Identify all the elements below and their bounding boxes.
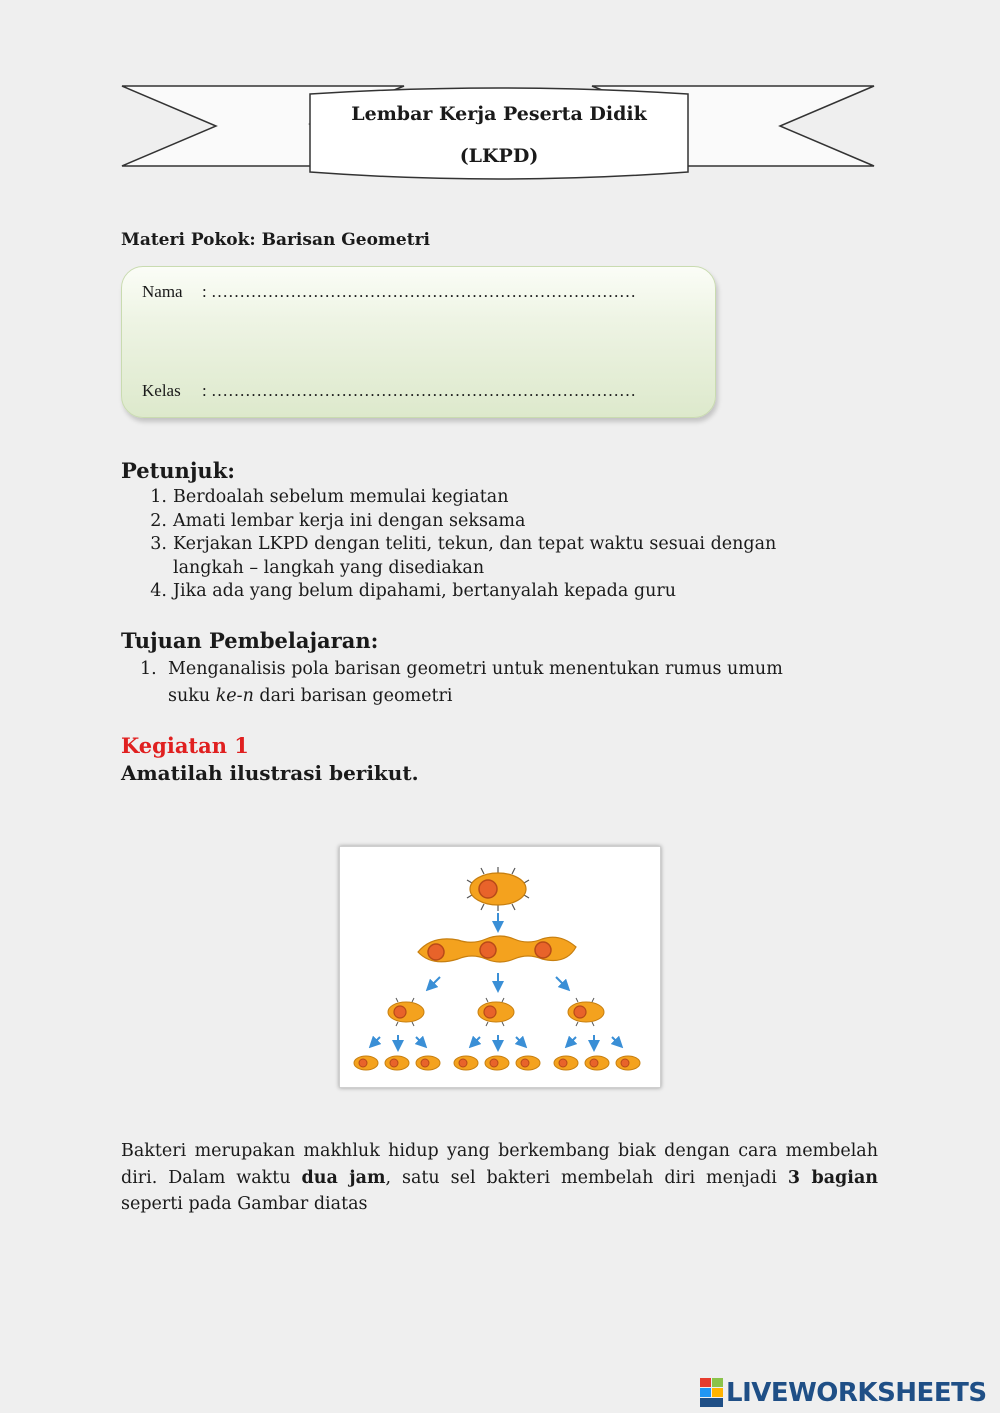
tujuan-list: 1. Menganalisis pola barisan geometri untuk menentukan rumus umum suku ke-n dari barisan geometri bbox=[140, 656, 783, 710]
kelas-separator: : bbox=[202, 381, 207, 400]
liveworksheets-logo bbox=[700, 1376, 995, 1410]
bold-duration: dua jam bbox=[301, 1167, 386, 1188]
tujuan-num: 1. bbox=[140, 659, 157, 679]
brand-mark-icon bbox=[700, 1378, 724, 1408]
description-paragraph: Bakteri merupakan makhluk hidup yang berkembang biak dengan cara membelah diri. Dalam waktu dua jam, satu sel bakteri membelah diri menjadi 3 bagian seperti pada Gambar diatas bbox=[121, 1141, 879, 1214]
kelas-label: Kelas bbox=[142, 381, 181, 400]
materi-pokok: Materi Pokok: Barisan Geometri bbox=[121, 230, 430, 250]
brand-name: LIVEWORKSHEETS bbox=[726, 1378, 987, 1408]
tujuan-em: ke-n bbox=[215, 686, 254, 706]
list-item: 1. Berdoalah sebelum memulai kegiatan bbox=[150, 487, 509, 507]
nama-separator: : bbox=[202, 282, 207, 301]
dividing-chain bbox=[418, 936, 576, 962]
nama-row bbox=[142, 282, 636, 302]
tujuan-line1: Menganalisis pola barisan geometri untuk menentukan rumus umum bbox=[168, 659, 783, 679]
student-info-box bbox=[121, 266, 716, 418]
nama-label: Nama bbox=[142, 282, 183, 301]
kelas-field[interactable]: ………………………………………………………………… bbox=[210, 381, 636, 400]
bacteria-illustration bbox=[339, 846, 661, 1088]
list-item: 2. Amati lembar kerja ini dengan seksama bbox=[150, 510, 526, 531]
title-banner bbox=[118, 80, 878, 186]
list-item: 3. Kerjakan LKPD dengan teliti, tekun, dan tepat waktu sesuai dengan langkah – langkah yang disediakan bbox=[150, 534, 777, 578]
kegiatan-subtitle: Amatilah ilustrasi berikut. bbox=[121, 761, 419, 785]
petunjuk-list bbox=[150, 486, 893, 604]
banner-title: Lembar Kerja Peserta Didik bbox=[351, 103, 647, 125]
nama-field[interactable]: ………………………………………………………………… bbox=[210, 282, 636, 301]
tujuan-heading: Tujuan Pembelajaran: bbox=[121, 628, 379, 653]
kelas-row bbox=[142, 381, 636, 401]
petunjuk-heading: Petunjuk: bbox=[121, 458, 235, 483]
list-item: 4. Jika ada yang belum dipahami, bertanyalah kepada guru bbox=[150, 581, 676, 601]
banner-subtitle: (LKPD) bbox=[459, 145, 539, 167]
kegiatan-title: Kegiatan 1 bbox=[121, 733, 249, 758]
bold-parts: 3 bagian bbox=[787, 1167, 879, 1188]
bacteria-division-diagram bbox=[340, 847, 660, 1087]
